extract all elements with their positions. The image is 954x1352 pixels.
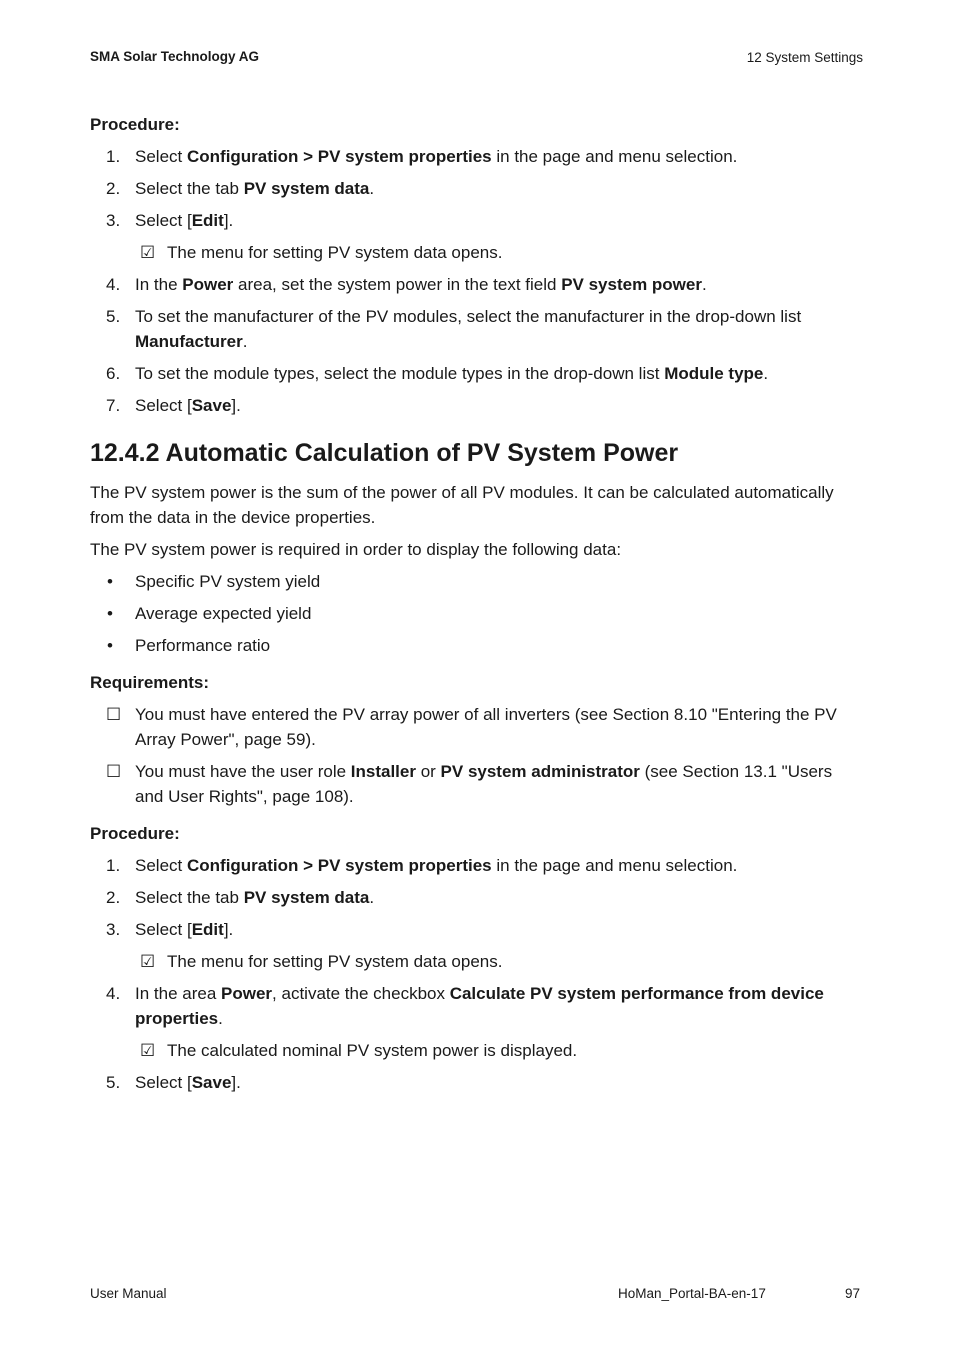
requirement-text: or — [415, 762, 441, 781]
step-number: 7. — [106, 396, 121, 415]
step-text: . — [763, 364, 769, 383]
step-text: In the — [135, 275, 183, 294]
procedure-step — [90, 393, 865, 418]
step-text: Select — [135, 147, 187, 166]
step-text: . — [369, 888, 375, 907]
section-heading: 12.4.2 Automatic Calculation of PV System Power — [90, 439, 679, 467]
procedure-step — [90, 272, 865, 297]
requirement-text: You must have the user role — [135, 762, 351, 781]
procedure-step — [90, 917, 865, 942]
step-ui-label: Edit — [191, 211, 224, 230]
checked-box-icon: ☑ — [140, 243, 156, 262]
step-text: In the area — [135, 984, 222, 1003]
step-ui-label: Configuration > PV system properties — [186, 856, 492, 875]
step-text: , activate the checkbox — [272, 984, 450, 1003]
procedure-step — [90, 144, 865, 169]
step-number: 2. — [106, 179, 121, 198]
step-number: 4. — [106, 275, 121, 294]
requirement-item — [90, 759, 865, 809]
role-name: Installer — [350, 762, 416, 781]
bullet-text: Specific PV system yield — [135, 572, 321, 591]
step-text: Select [ — [135, 396, 192, 415]
step-text: ]. — [231, 1073, 241, 1092]
step-ui-label: Configuration > PV system properties — [186, 147, 492, 166]
procedure-step — [90, 981, 865, 1031]
step-text: Select — [135, 856, 187, 875]
step-ui-label: PV system data — [243, 888, 370, 907]
step-ui-label: PV system power — [561, 275, 702, 294]
footer-page-number: 97 — [845, 1286, 861, 1301]
step-text: in the page and menu selection. — [491, 147, 738, 166]
requirement-text: (see Section 13.1 "Users and User Rights", page 108). — [135, 762, 833, 806]
procedure-step — [90, 361, 865, 386]
requirement-item — [90, 702, 865, 752]
intro-paragraph: The PV system power is required in order to display the following data: — [90, 540, 622, 559]
step-ui-label: Save — [191, 1073, 232, 1092]
step-ui-label: Edit — [191, 920, 224, 939]
step-ui-label: Calculate PV system performance from device properties — [135, 984, 824, 1028]
procedure-step — [90, 176, 865, 201]
step-result — [90, 1038, 865, 1063]
step-text: . — [369, 179, 375, 198]
intro-paragraph: The PV system power is the sum of the power of all PV modules. It can be calculated automatically from the data in the device properties. — [90, 483, 834, 527]
bullet-text: Performance ratio — [135, 636, 271, 655]
step-text: Select [ — [135, 211, 192, 230]
step-text: in the page and menu selection. — [491, 856, 738, 875]
step-text: . — [242, 332, 248, 351]
checked-box-icon: ☑ — [140, 952, 156, 971]
step-number: 1. — [106, 856, 121, 875]
bullet-icon: • — [107, 572, 113, 591]
step-text: Select the tab — [135, 888, 244, 907]
procedure-label: Procedure: — [90, 824, 180, 843]
requirements-label: Requirements: — [90, 673, 210, 692]
bullet-text: Average expected yield — [135, 604, 312, 623]
step-text: To set the module types, select the module types in the drop-down list — [135, 364, 665, 383]
bullet-icon: • — [107, 604, 113, 623]
footer-doc-id: HoMan_Portal-BA-en-17 — [618, 1286, 766, 1301]
step-ui-label: Save — [191, 396, 232, 415]
step-ui-label: Power — [221, 984, 273, 1003]
step-number: 5. — [106, 307, 121, 326]
bullet-icon: • — [107, 636, 113, 655]
step-text: . — [218, 1009, 223, 1028]
step-text: Select the tab — [135, 179, 244, 198]
page-content — [90, 112, 865, 1102]
step-number: 1. — [106, 147, 121, 166]
result-text: The calculated nominal PV system power is displayed. — [167, 1041, 578, 1060]
bullet-item — [90, 633, 865, 658]
step-result — [90, 949, 865, 974]
step-ui-label: Manufacturer — [135, 332, 243, 351]
step-text: . — [701, 275, 707, 294]
step-text: Select [ — [135, 1073, 192, 1092]
step-result — [90, 240, 865, 265]
step-text: area, set the system power in the text field — [233, 275, 562, 294]
step-text: ]. — [223, 920, 234, 939]
result-text: The menu for setting PV system data opens. — [167, 952, 503, 971]
result-text: The menu for setting PV system data opens. — [167, 243, 503, 262]
empty-checkbox-icon: ☐ — [106, 705, 122, 724]
procedure-step — [90, 885, 865, 910]
bullet-item — [90, 569, 865, 594]
step-text: Select [ — [135, 920, 192, 939]
step-number: 3. — [106, 211, 121, 230]
step-number: 2. — [106, 888, 121, 907]
procedure-step — [90, 208, 865, 233]
footer-doc-type: User Manual — [90, 1286, 167, 1301]
checked-box-icon: ☑ — [140, 1041, 156, 1060]
header-section: 12 System Settings — [746, 50, 863, 65]
step-number: 3. — [106, 920, 121, 939]
procedure-label: Procedure: — [90, 115, 180, 134]
bullet-item — [90, 601, 865, 626]
requirement-text: You must have entered the PV array power of all inverters (see Section 8.10 "Entering the PV Array Power", page 59). — [135, 705, 837, 749]
step-ui-label: PV system data — [243, 179, 370, 198]
header-company: SMA Solar Technology AG — [90, 49, 260, 64]
step-number: 6. — [106, 364, 121, 383]
step-number: 5. — [106, 1073, 121, 1092]
procedure-step — [90, 853, 865, 878]
step-text: ]. — [231, 396, 241, 415]
step-text: ]. — [223, 211, 234, 230]
step-text: To set the manufacturer of the PV modules, select the manufacturer in the drop-down list — [135, 307, 802, 326]
role-name: PV system administrator — [440, 762, 640, 781]
step-ui-label: Power — [182, 275, 234, 294]
empty-checkbox-icon: ☐ — [106, 762, 122, 781]
procedure-step — [90, 304, 865, 354]
procedure-step — [90, 1070, 865, 1095]
step-number: 4. — [106, 984, 121, 1003]
step-ui-label: Module type — [664, 364, 764, 383]
